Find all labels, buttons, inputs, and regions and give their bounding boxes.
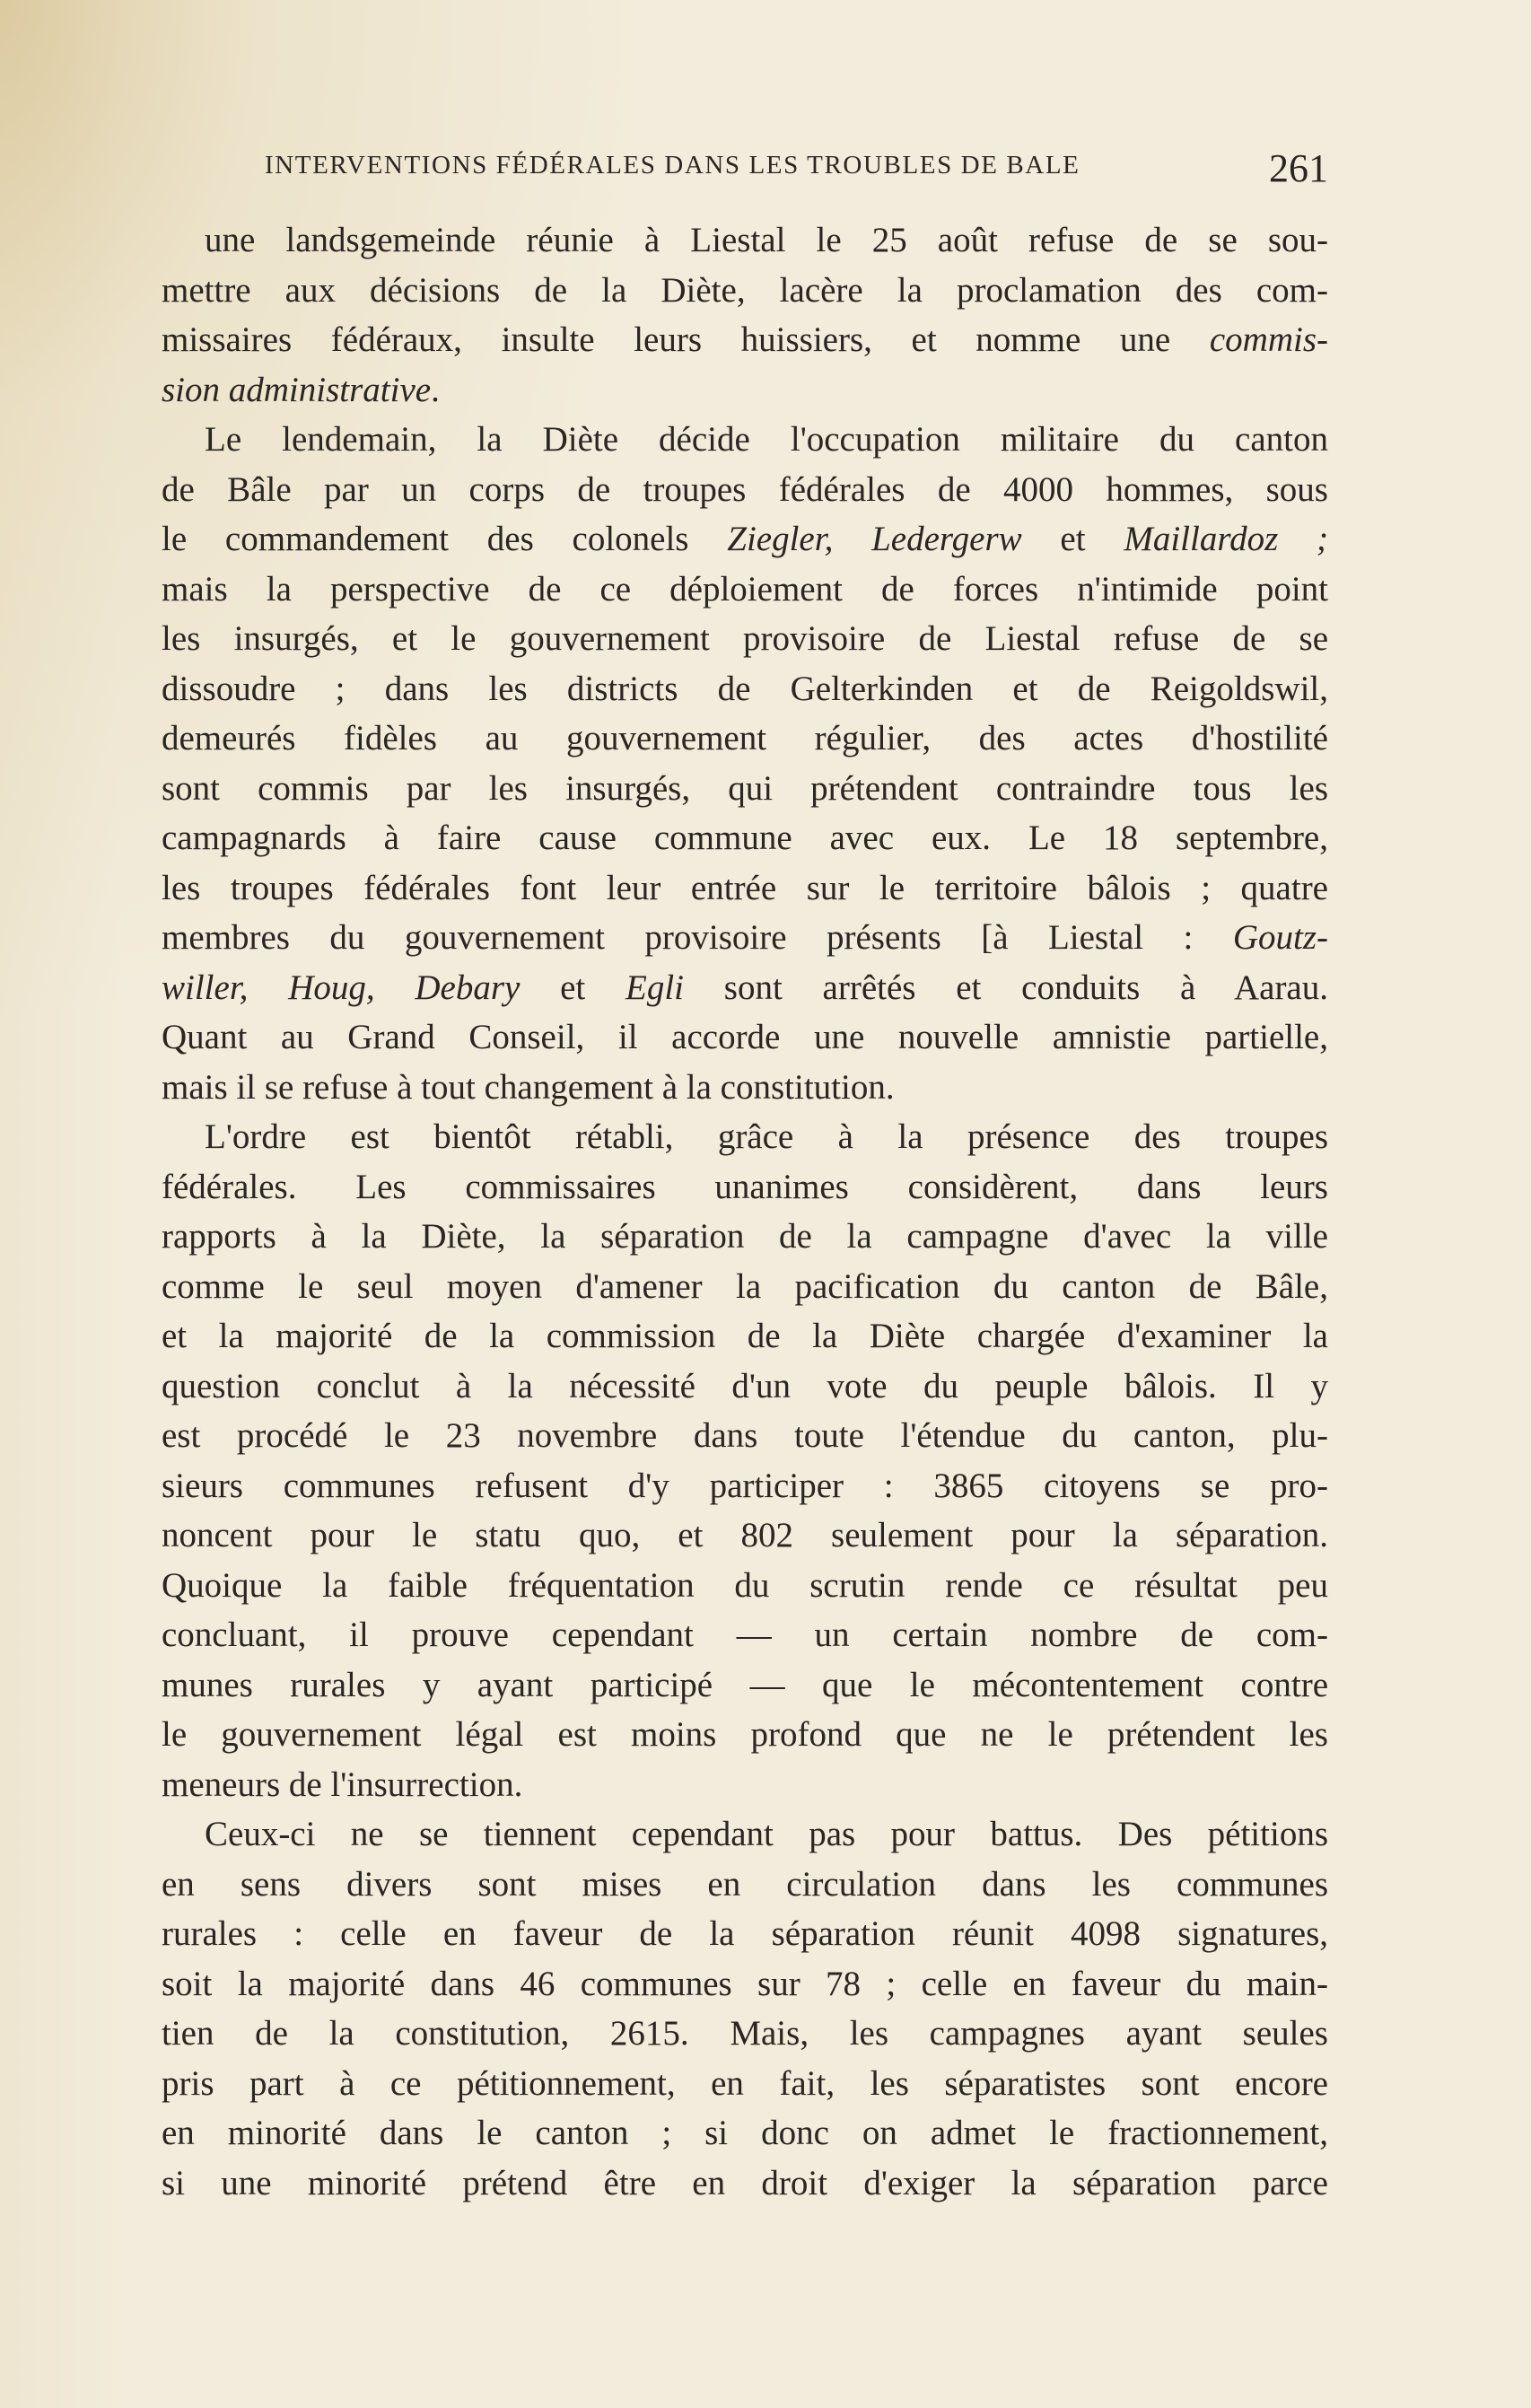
text-line bbox=[162, 1860, 1328, 1910]
text-run: campagnards à faire cause commune avec eux. Le 18 septembre, bbox=[162, 819, 1328, 857]
text-line bbox=[162, 1959, 1328, 2010]
text-line bbox=[162, 1012, 1328, 1063]
text-run: mais la perspective de ce déploiement de forces n'intimide point bbox=[162, 569, 1328, 609]
text-run: Le lendemain, la Diète décide l'occupation militaire du canton bbox=[205, 420, 1328, 459]
text-run: le commandement des colonels bbox=[162, 520, 728, 558]
text-line bbox=[162, 1710, 1328, 1760]
text-run: Ceux-ci ne se tiennent cependant pas pour battus. Des pétitions bbox=[205, 1815, 1328, 1853]
text-line bbox=[162, 514, 1328, 565]
text-line bbox=[162, 863, 1328, 914]
text-line bbox=[162, 1362, 1328, 1412]
text-run: est procédé le 23 novembre dans toute l'étendue du canton, plu- bbox=[162, 1416, 1328, 1455]
text-line bbox=[162, 813, 1328, 863]
text-line bbox=[162, 664, 1328, 714]
text-line bbox=[162, 1809, 1328, 1860]
text-line bbox=[162, 1561, 1328, 1611]
text-run: sont commis par les insurgés, qui prétendent contraindre tous les bbox=[162, 768, 1328, 808]
text-run: sont arrêtés et conduits à Aarau. bbox=[684, 968, 1328, 1007]
italic-text: Maillardoz ; bbox=[1124, 520, 1328, 558]
text-run: dissoudre ; dans les districts de Gelterkinden et de Reigoldswil, bbox=[162, 669, 1328, 708]
text-line bbox=[162, 565, 1328, 615]
text-run: rurales : celle en faveur de la séparation réunit 4098 signatures, bbox=[162, 1914, 1328, 1953]
text-run: pris part à ce pétitionnement, en fait, les séparatistes sont encore bbox=[162, 2063, 1328, 2103]
text-run: en minorité dans le canton ; si donc on admet le fractionnement, bbox=[162, 2114, 1328, 2152]
text-line bbox=[162, 315, 1328, 365]
text-line bbox=[162, 2009, 1328, 2059]
text-line bbox=[162, 1112, 1328, 1162]
text-run: mais il se refuse à tout changement à la constitution. bbox=[162, 1067, 895, 1107]
paragraph bbox=[162, 415, 1328, 1112]
italic-text: Goutz- bbox=[1232, 918, 1328, 957]
text-run: le gouvernement légal est moins profond que ne le prétendent les bbox=[162, 1715, 1328, 1754]
text-run: sieurs communes refusent d'y participer : 3865 citoyens se pro- bbox=[162, 1466, 1328, 1505]
text-line bbox=[162, 1461, 1328, 1511]
text-line bbox=[162, 365, 1328, 416]
text-run: Quant au Grand Conseil, il accorde une nouvelle amnistie partielle, bbox=[162, 1018, 1328, 1056]
italic-text: sion administrative bbox=[162, 370, 432, 409]
text-run: munes rurales y ayant participé — que le mécontentement contre bbox=[162, 1665, 1328, 1704]
text-line bbox=[162, 465, 1328, 515]
text-run: question conclut à la nécessité d'un vote du peuple bâlois. Il y bbox=[162, 1366, 1328, 1405]
text-run: et la majorité de la commission de la Diète chargée d'examiner la bbox=[162, 1317, 1328, 1355]
text-line bbox=[162, 1262, 1328, 1312]
italic-text: Ziegler, Ledergerw bbox=[727, 520, 1022, 558]
text-line bbox=[162, 1610, 1328, 1660]
text-run: membres du gouvernement provisoire présents [à Liestal : bbox=[162, 918, 1233, 957]
text-line bbox=[162, 614, 1328, 664]
text-run: Quoique la faible fréquentation du scrutin rende ce résultat peu bbox=[162, 1565, 1328, 1605]
italic-text: commis- bbox=[1209, 320, 1328, 359]
italic-text: willer, Houg, Debary bbox=[162, 968, 521, 1007]
text-run: et bbox=[520, 968, 626, 1007]
text-line bbox=[162, 714, 1328, 764]
text-run: missaires fédéraux, insulte leurs huissiers, et nomme une bbox=[162, 320, 1210, 359]
text-line bbox=[162, 215, 1328, 266]
text-line bbox=[162, 2158, 1328, 2209]
text-line bbox=[162, 1063, 1328, 1113]
text-run: si une minorité prétend être en droit d'exiger la séparation parce bbox=[162, 2163, 1328, 2202]
body-text bbox=[162, 215, 1328, 2208]
text-line bbox=[162, 1162, 1328, 1213]
text-run: les insurgés, et le gouvernement provisoire de Liestal refuse de se bbox=[162, 619, 1328, 658]
paragraph bbox=[162, 215, 1328, 415]
italic-text: Egli bbox=[626, 968, 685, 1007]
text-line bbox=[162, 1660, 1328, 1711]
text-line bbox=[162, 266, 1328, 316]
text-run: meneurs de l'insurrection. bbox=[162, 1764, 523, 1804]
text-run: tien de la constitution, 2615. Mais, les campagnes ayant seules bbox=[162, 2014, 1328, 2053]
running-head bbox=[265, 145, 1328, 188]
paragraph bbox=[162, 1809, 1328, 2208]
text-run: noncent pour le statu quo, et 802 seulement pour la séparation. bbox=[162, 1516, 1328, 1554]
text-run: L'ordre est bientôt rétabli, grâce à la présence des troupes bbox=[205, 1117, 1328, 1156]
text-line bbox=[162, 2059, 1328, 2109]
paragraph bbox=[162, 1112, 1328, 1809]
text-run: soit la majorité dans 46 communes sur 78 ; celle en faveur du main- bbox=[162, 1964, 1328, 2003]
text-run: de Bâle par un corps de troupes fédérales de 4000 hommes, sous bbox=[162, 469, 1328, 509]
text-line bbox=[162, 963, 1328, 1013]
text-line bbox=[162, 1909, 1328, 1959]
text-line bbox=[162, 1311, 1328, 1362]
text-line bbox=[162, 415, 1328, 465]
text-run: en sens divers sont mises en circulation dans les communes bbox=[162, 1864, 1328, 1904]
page-number: 261 bbox=[1269, 146, 1328, 190]
text-line bbox=[162, 1411, 1328, 1461]
text-line bbox=[162, 1510, 1328, 1561]
text-run: les troupes fédérales font leur entrée sur le territoire bâlois ; quatre bbox=[162, 868, 1328, 907]
text-run: mettre aux décisions de la Diète, lacère la proclamation des com- bbox=[162, 270, 1328, 310]
text-run: fédérales. Les commissaires unanimes considèrent, dans leurs bbox=[162, 1167, 1328, 1206]
text-run: . bbox=[431, 370, 440, 409]
text-run: rapports à la Diète, la séparation de la campagne d'avec la ville bbox=[162, 1217, 1328, 1256]
text-run: une landsgemeinde réunie à Liestal le 25 août refuse de se sou- bbox=[205, 221, 1328, 259]
text-run: et bbox=[1021, 520, 1124, 558]
text-run: concluant, il prouve cependant — un certain nombre de com- bbox=[162, 1616, 1328, 1654]
running-title: INTERVENTIONS FÉDÉRALES DANS LES TROUBLES DE BALE bbox=[265, 151, 1080, 180]
text-run: demeurés fidèles au gouvernement régulier, des actes d'hostilité bbox=[162, 719, 1328, 757]
text-line bbox=[162, 1760, 1328, 1810]
text-line bbox=[162, 1212, 1328, 1262]
text-line bbox=[162, 764, 1328, 814]
text-line bbox=[162, 913, 1328, 963]
text-run: comme le seul moyen d'amener la pacification du canton de Bâle, bbox=[162, 1266, 1328, 1306]
text-line bbox=[162, 2108, 1328, 2158]
